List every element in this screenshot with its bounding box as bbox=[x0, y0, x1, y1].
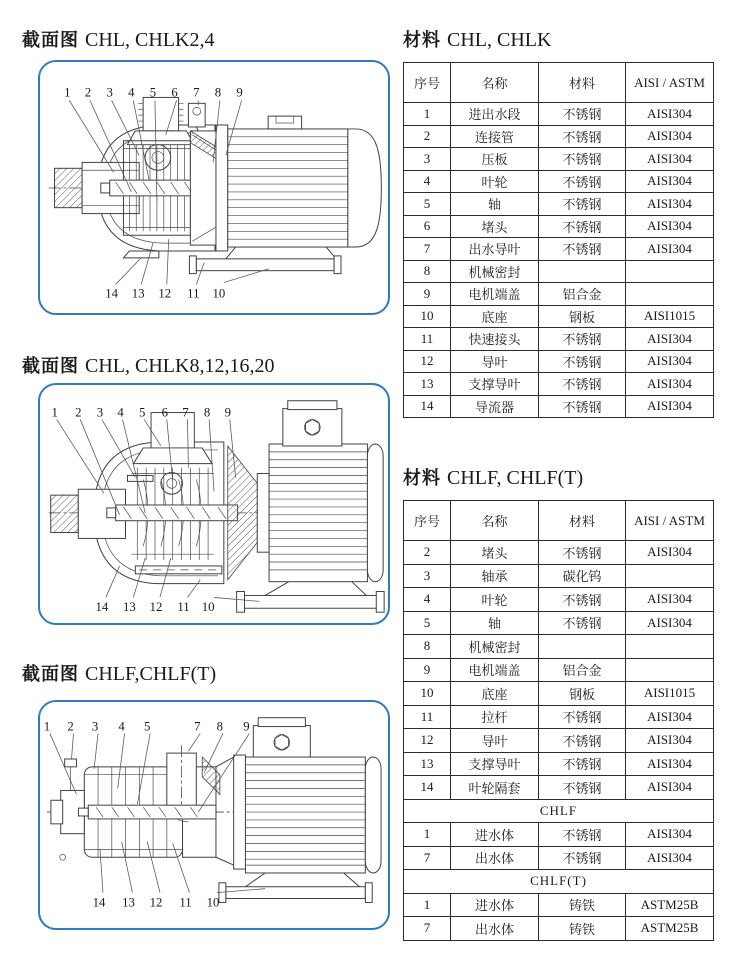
motor-flange bbox=[234, 755, 246, 869]
table-cell: 9 bbox=[404, 658, 451, 682]
bottom-part-numbers bbox=[105, 286, 225, 300]
table-cell: AISI304 bbox=[626, 752, 714, 776]
part-number-label: 11 bbox=[187, 286, 200, 301]
part-number-label: 4 bbox=[118, 719, 125, 734]
table-cell: AISI304 bbox=[626, 588, 714, 612]
table-row bbox=[404, 103, 714, 126]
table-row bbox=[404, 752, 714, 776]
part-number-label: 14 bbox=[92, 895, 106, 910]
table-row bbox=[404, 799, 714, 823]
diagram3-title-code: CHLF,CHLF(T) bbox=[85, 663, 217, 685]
table-cell: 不锈钢 bbox=[539, 148, 626, 171]
motor-end-cap bbox=[348, 129, 381, 247]
diagram2-title-code: CHL, CHLK8,12,16,20 bbox=[85, 355, 275, 377]
part-number-label: 3 bbox=[106, 85, 113, 100]
table-cell: 出水导叶 bbox=[451, 238, 539, 261]
part-number-label: 13 bbox=[131, 286, 145, 301]
table-row bbox=[404, 283, 714, 306]
table-section-label: CHLF(T) bbox=[404, 870, 714, 894]
table-cell: 进出水段 bbox=[451, 103, 539, 126]
table-cell: 不锈钢 bbox=[539, 328, 626, 351]
diagram-box-chlf bbox=[38, 700, 390, 930]
table-cell: 7 bbox=[404, 238, 451, 261]
part-number-label: 14 bbox=[105, 286, 119, 301]
table-cell: 不锈钢 bbox=[539, 103, 626, 126]
table1-title bbox=[403, 26, 551, 52]
part-number-label: 3 bbox=[91, 719, 99, 734]
table-row bbox=[404, 305, 714, 328]
table-cell bbox=[539, 635, 626, 659]
part-number-label: 7 bbox=[182, 405, 189, 420]
table-cell: 8 bbox=[404, 260, 451, 283]
table2-title-code: CHLF, CHLF(T) bbox=[447, 467, 584, 489]
diagram3-title bbox=[22, 660, 216, 686]
table2-title bbox=[403, 464, 583, 490]
part-number-label: 10 bbox=[201, 600, 215, 615]
table-cell: AISI304 bbox=[626, 328, 714, 351]
part-number-label: 14 bbox=[95, 600, 109, 615]
bottom-part-numbers bbox=[96, 600, 215, 614]
col-header-material: 材料 bbox=[539, 501, 626, 541]
diagram-box-chl-chlk24 bbox=[38, 60, 390, 315]
pump-cross-section-chl-chlk24 bbox=[40, 62, 388, 313]
table-cell: 不锈钢 bbox=[539, 611, 626, 635]
table-cell: 不锈钢 bbox=[539, 588, 626, 612]
col-header-standard: AISI / ASTM bbox=[626, 63, 714, 103]
table-row bbox=[404, 170, 714, 193]
table-cell: 导叶 bbox=[451, 729, 539, 753]
table-cell: 不锈钢 bbox=[539, 125, 626, 148]
part-number-label: 11 bbox=[179, 895, 192, 910]
table-cell: 不锈钢 bbox=[539, 215, 626, 238]
part-number-label: 4 bbox=[128, 85, 135, 100]
part-number-label: 5 bbox=[149, 85, 157, 100]
table-cell bbox=[626, 635, 714, 659]
table-cell: AISI304 bbox=[626, 373, 714, 396]
motor-lug bbox=[268, 116, 301, 129]
table-cell: 铝合金 bbox=[539, 658, 626, 682]
table-cell: 12 bbox=[404, 350, 451, 373]
table-cell: 铝合金 bbox=[539, 283, 626, 306]
table-cell: AISI304 bbox=[626, 611, 714, 635]
table-cell: AISI304 bbox=[626, 705, 714, 729]
motor-end-cap bbox=[365, 757, 381, 873]
table-cell: 压板 bbox=[451, 148, 539, 171]
table-cell: 底座 bbox=[451, 682, 539, 706]
table-row bbox=[404, 705, 714, 729]
pump-foot bbox=[123, 251, 158, 258]
table-cell: 碳化钨 bbox=[539, 564, 626, 588]
pump-cross-section-chl-chlk8-20 bbox=[40, 385, 388, 623]
table-cell: 导流器 bbox=[451, 395, 539, 418]
table-cell: 14 bbox=[404, 395, 451, 418]
part-number-label: 7 bbox=[193, 85, 200, 100]
table-cell: AISI304 bbox=[626, 238, 714, 261]
table-cell: 不锈钢 bbox=[539, 395, 626, 418]
top-part-numbers bbox=[64, 85, 243, 99]
table-cell: 13 bbox=[404, 373, 451, 396]
diagram1-title-zh: 截面图 bbox=[22, 30, 79, 50]
table1-title-zh: 材料 bbox=[403, 30, 441, 50]
motor-body bbox=[245, 757, 365, 873]
table-row bbox=[404, 893, 714, 917]
table-cell: AISI304 bbox=[626, 148, 714, 171]
table-row bbox=[404, 823, 714, 847]
col-header-name: 名称 bbox=[451, 501, 539, 541]
part-number-label: 2 bbox=[67, 719, 74, 734]
table-cell: 不锈钢 bbox=[539, 373, 626, 396]
top-part-numbers bbox=[44, 719, 250, 733]
part-number-label: 13 bbox=[123, 600, 136, 615]
inlet-cap bbox=[51, 800, 63, 824]
table-cell: 导叶 bbox=[451, 350, 539, 373]
table-cell: 快速接头 bbox=[451, 328, 539, 351]
table-cell: AISI304 bbox=[626, 846, 714, 870]
table-cell: 5 bbox=[404, 611, 451, 635]
table-cell: 1 bbox=[404, 103, 451, 126]
table-cell: AISI304 bbox=[626, 823, 714, 847]
diagram1-title-code: CHL, CHLK2,4 bbox=[85, 29, 215, 51]
col-header-index: 序号 bbox=[404, 63, 451, 103]
table-cell: 机械密封 bbox=[451, 260, 539, 283]
table-header-row bbox=[404, 63, 714, 103]
motor-adapter bbox=[228, 446, 258, 580]
table-cell: AISI304 bbox=[626, 729, 714, 753]
part-number-label: 5 bbox=[139, 405, 146, 420]
table-row bbox=[404, 588, 714, 612]
base-plate bbox=[244, 595, 378, 608]
table-cell: 电机端盖 bbox=[451, 658, 539, 682]
table-section-label: CHLF bbox=[404, 799, 714, 823]
table-row bbox=[404, 148, 714, 171]
base-plate bbox=[226, 887, 366, 899]
table-cell: 堵头 bbox=[451, 215, 539, 238]
part-number-label: 10 bbox=[212, 286, 226, 301]
table-cell bbox=[626, 564, 714, 588]
col-header-material: 材料 bbox=[539, 63, 626, 103]
col-header-name: 名称 bbox=[451, 63, 539, 103]
part-number-label: 8 bbox=[203, 405, 211, 420]
table-cell: 机械密封 bbox=[451, 635, 539, 659]
vent-plug bbox=[65, 759, 77, 767]
table-cell: 堵头 bbox=[451, 541, 539, 565]
table-cell: 10 bbox=[404, 305, 451, 328]
part-number-label: 11 bbox=[177, 600, 190, 615]
table-cell: 4 bbox=[404, 170, 451, 193]
motor-flange bbox=[257, 474, 269, 553]
table-cell: 支撑导叶 bbox=[451, 752, 539, 776]
inlet-stub bbox=[51, 495, 79, 532]
table-cell: 支撑导叶 bbox=[451, 373, 539, 396]
part-number-label: 6 bbox=[161, 405, 169, 420]
table-cell: 1 bbox=[404, 893, 451, 917]
top-part-numbers bbox=[51, 405, 230, 419]
table-cell: 5 bbox=[404, 193, 451, 216]
table-cell: 9 bbox=[404, 283, 451, 306]
table-row bbox=[404, 682, 714, 706]
part-number-label: 2 bbox=[75, 405, 82, 420]
part-number-label: 7 bbox=[194, 719, 201, 734]
table-cell: 钢板 bbox=[539, 682, 626, 706]
table-cell: AISI304 bbox=[626, 193, 714, 216]
table-cell: 叶轮隔套 bbox=[451, 776, 539, 800]
table-row bbox=[404, 776, 714, 800]
table-row bbox=[404, 729, 714, 753]
table-row bbox=[404, 635, 714, 659]
table-cell: 出水体 bbox=[451, 917, 539, 941]
table-row bbox=[404, 658, 714, 682]
table1-title-code: CHL, CHLK bbox=[447, 29, 552, 51]
table-row bbox=[404, 350, 714, 373]
table2-title-zh: 材料 bbox=[403, 468, 441, 488]
table-cell bbox=[626, 658, 714, 682]
part-number-label: 12 bbox=[158, 286, 172, 301]
table-cell: 不锈钢 bbox=[539, 752, 626, 776]
materials-table-chlf bbox=[403, 500, 714, 941]
table-cell: 不锈钢 bbox=[539, 350, 626, 373]
table-cell: 不锈钢 bbox=[539, 729, 626, 753]
pump-cross-section-chlf bbox=[40, 702, 388, 928]
table-cell: AISI304 bbox=[626, 103, 714, 126]
table-cell: 2 bbox=[404, 541, 451, 565]
table-cell: 不锈钢 bbox=[539, 193, 626, 216]
table-cell: 不锈钢 bbox=[539, 846, 626, 870]
top-port bbox=[143, 97, 178, 130]
motor-flange bbox=[216, 125, 228, 251]
table-cell bbox=[626, 260, 714, 283]
part-number-label: 12 bbox=[149, 600, 163, 615]
table-cell: 叶轮 bbox=[451, 170, 539, 193]
table-cell: 8 bbox=[404, 635, 451, 659]
motor-end-cap bbox=[367, 444, 383, 582]
table-cell: 13 bbox=[404, 752, 451, 776]
table-cell: 不锈钢 bbox=[539, 705, 626, 729]
table-row bbox=[404, 564, 714, 588]
table-cell: 不锈钢 bbox=[539, 541, 626, 565]
table-cell: 6 bbox=[404, 215, 451, 238]
inlet-stub bbox=[55, 168, 83, 207]
table-cell: 进水体 bbox=[451, 893, 539, 917]
part-number-label: 1 bbox=[51, 405, 58, 420]
diagram3-title-zh: 截面图 bbox=[22, 664, 79, 684]
table-cell: 轴承 bbox=[451, 564, 539, 588]
table-cell: 轴 bbox=[451, 193, 539, 216]
table-cell: 12 bbox=[404, 729, 451, 753]
diagram2-title-zh: 截面图 bbox=[22, 356, 79, 376]
part-number-label: 2 bbox=[84, 85, 92, 100]
table-cell: 铸铁 bbox=[539, 917, 626, 941]
table-row bbox=[404, 870, 714, 894]
table-cell: 进水体 bbox=[451, 823, 539, 847]
part-number-label: 1 bbox=[43, 719, 51, 734]
table-cell bbox=[539, 260, 626, 283]
table-cell: 连接管 bbox=[451, 125, 539, 148]
col-header-standard: AISI / ASTM bbox=[626, 501, 714, 541]
table-cell: 电机端盖 bbox=[451, 283, 539, 306]
part-number-label: 13 bbox=[122, 895, 135, 910]
table-row bbox=[404, 238, 714, 261]
table-row bbox=[404, 328, 714, 351]
table-cell: 11 bbox=[404, 705, 451, 729]
table-cell: 出水体 bbox=[451, 846, 539, 870]
part-number-label: 8 bbox=[214, 85, 222, 100]
pump-shaft bbox=[88, 805, 216, 819]
part-number-label: 9 bbox=[243, 719, 250, 734]
diagram2-title bbox=[22, 352, 274, 378]
part-number-label: 4 bbox=[117, 405, 124, 420]
table-cell: 轴 bbox=[451, 611, 539, 635]
hex-plug bbox=[305, 419, 319, 435]
motor-body bbox=[228, 129, 348, 247]
table-row bbox=[404, 917, 714, 941]
table-cell: 11 bbox=[404, 328, 451, 351]
table-cell: AISI304 bbox=[626, 125, 714, 148]
motor-body bbox=[269, 444, 367, 582]
table-cell: 不锈钢 bbox=[539, 170, 626, 193]
base-plate bbox=[196, 259, 334, 271]
part-number-label: 6 bbox=[171, 85, 178, 100]
table-row bbox=[404, 193, 714, 216]
table-header-row bbox=[404, 501, 714, 541]
table-row bbox=[404, 260, 714, 283]
pump-shaft bbox=[116, 505, 238, 521]
table-cell: 叶轮 bbox=[451, 588, 539, 612]
col-header-index: 序号 bbox=[404, 501, 451, 541]
table-row bbox=[404, 395, 714, 418]
table-cell: 底座 bbox=[451, 305, 539, 328]
diagram1-title bbox=[22, 26, 214, 52]
part-number-label: 9 bbox=[224, 405, 231, 420]
table-cell: 7 bbox=[404, 917, 451, 941]
table-cell: AISI304 bbox=[626, 215, 714, 238]
table-row bbox=[404, 373, 714, 396]
table-cell: ASTM25B bbox=[626, 893, 714, 917]
part-number-label: 9 bbox=[236, 85, 243, 100]
table-cell: AISI304 bbox=[626, 350, 714, 373]
table-cell: 铸铁 bbox=[539, 893, 626, 917]
table-cell: AISI1015 bbox=[626, 682, 714, 706]
bottom-part-numbers bbox=[93, 895, 220, 909]
table-cell: 不锈钢 bbox=[539, 823, 626, 847]
table-cell: 拉杆 bbox=[451, 705, 539, 729]
table-cell: 7 bbox=[404, 846, 451, 870]
table-row bbox=[404, 611, 714, 635]
table-row bbox=[404, 541, 714, 565]
table-cell: AISI304 bbox=[626, 541, 714, 565]
table-cell: AISI1015 bbox=[626, 305, 714, 328]
part-number-label: 5 bbox=[143, 719, 151, 734]
table-cell: 4 bbox=[404, 588, 451, 612]
table-cell: 3 bbox=[404, 148, 451, 171]
table-cell: AISI304 bbox=[626, 170, 714, 193]
materials-table-chl-chlk bbox=[403, 62, 714, 418]
table-cell: ASTM25B bbox=[626, 917, 714, 941]
table-row bbox=[404, 125, 714, 148]
table-cell: 2 bbox=[404, 125, 451, 148]
table-cell: 14 bbox=[404, 776, 451, 800]
table-cell: 钢板 bbox=[539, 305, 626, 328]
table-row bbox=[404, 215, 714, 238]
part-number-label: 3 bbox=[96, 405, 104, 420]
table-cell: 1 bbox=[404, 823, 451, 847]
part-number-label: 10 bbox=[206, 895, 220, 910]
table-cell bbox=[626, 283, 714, 306]
part-number-label: 1 bbox=[64, 85, 71, 100]
table-row bbox=[404, 846, 714, 870]
table-cell: 不锈钢 bbox=[539, 776, 626, 800]
hex-plug bbox=[275, 734, 289, 750]
part-number-label: 12 bbox=[149, 895, 163, 910]
part-number-label: 8 bbox=[216, 719, 224, 734]
table-cell: 3 bbox=[404, 564, 451, 588]
diagram-box-chl-chlk8-20 bbox=[38, 383, 390, 625]
table-cell: AISI304 bbox=[626, 776, 714, 800]
table-cell: AISI304 bbox=[626, 395, 714, 418]
table-cell: 不锈钢 bbox=[539, 238, 626, 261]
table-cell: 10 bbox=[404, 682, 451, 706]
